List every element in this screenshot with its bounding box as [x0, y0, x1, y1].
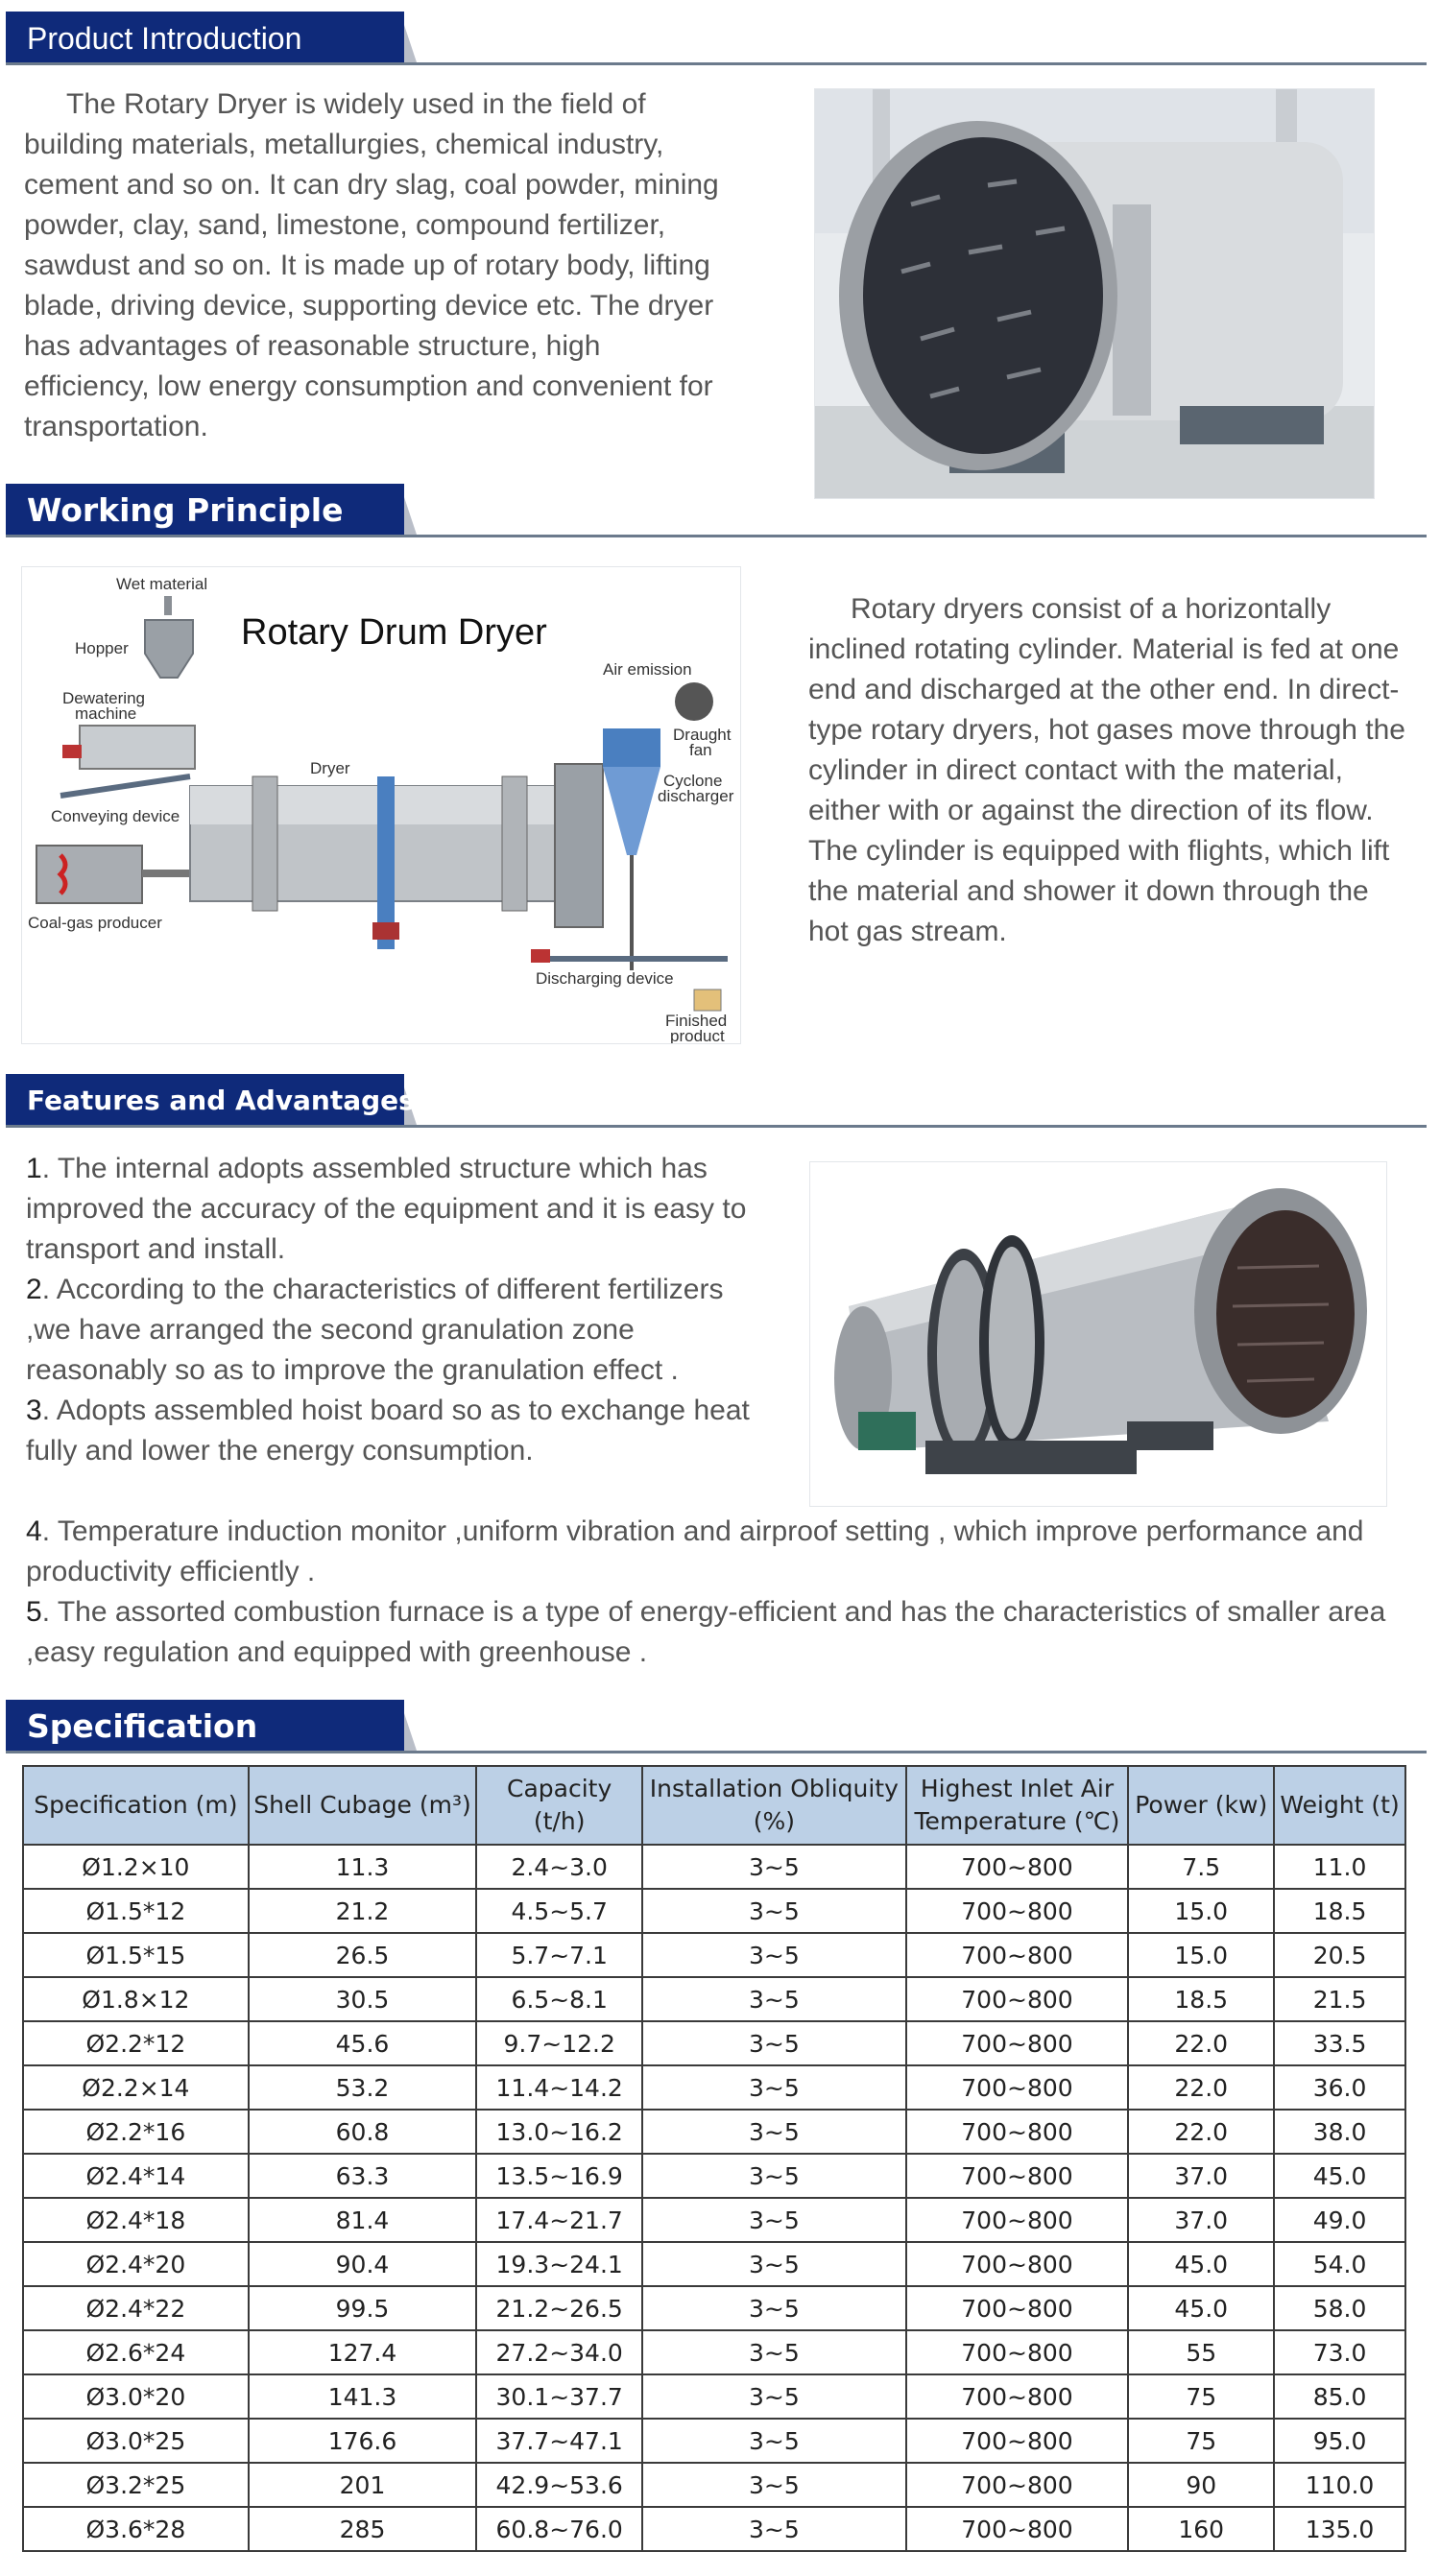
- rotary-drum-dryer-diagram: [21, 566, 741, 1044]
- rotary-dryer-exterior-illustration: [810, 1162, 1386, 1506]
- table-cell: 95.0: [1274, 2419, 1405, 2463]
- table-cell: 36.0: [1274, 2065, 1405, 2110]
- table-cell: 3~5: [642, 1933, 906, 1977]
- table-cell: 176.6: [249, 2419, 477, 2463]
- table-header-row: [23, 1766, 1405, 1845]
- table-cell: 26.5: [249, 1933, 477, 1977]
- table-row: [23, 1933, 1405, 1977]
- table-cell: 700~800: [906, 2021, 1129, 2065]
- table-cell: Ø2.4*14: [23, 2154, 249, 2198]
- label-draught: Draught: [673, 726, 732, 744]
- table-row: [23, 2021, 1405, 2065]
- diagram-title: Rotary Drum Dryer: [241, 612, 547, 653]
- table-cell: 21.2: [249, 1889, 477, 1933]
- label-cyclone: Cyclone: [663, 772, 723, 790]
- table-cell: 45.0: [1128, 2242, 1274, 2286]
- table-cell: 33.5: [1274, 2021, 1405, 2065]
- table-cell: Ø2.2*16: [23, 2110, 249, 2154]
- table-cell: 3~5: [642, 1845, 906, 1889]
- column-header: Highest Inlet Air Temperature (℃): [906, 1766, 1129, 1845]
- table-cell: Ø1.5*15: [23, 1933, 249, 1977]
- features-list-bottom: [26, 1512, 1418, 1673]
- table-cell: Ø3.2*25: [23, 2463, 249, 2507]
- table-cell: 13.0~16.2: [476, 2110, 642, 2154]
- table-cell: 45.0: [1128, 2286, 1274, 2330]
- table-cell: 18.5: [1274, 1889, 1405, 1933]
- section-title: Specification: [27, 1707, 258, 1745]
- table-cell: 3~5: [642, 2065, 906, 2110]
- section-header-specification: [6, 1696, 1427, 1753]
- label-air-emission: Air emission: [603, 660, 692, 679]
- table-cell: 160: [1128, 2507, 1274, 2551]
- table-cell: Ø2.6*24: [23, 2330, 249, 2374]
- table-cell: 75: [1128, 2374, 1274, 2419]
- table-cell: 11.3: [249, 1845, 477, 1889]
- table-cell: 3~5: [642, 2330, 906, 2374]
- section-title: Working Principle: [27, 491, 344, 529]
- table-cell: 3~5: [642, 2507, 906, 2551]
- table-cell: 9.7~12.2: [476, 2021, 642, 2065]
- table-cell: 30.1~37.7: [476, 2374, 642, 2419]
- principle-paragraph: [808, 589, 1405, 952]
- table-cell: 700~800: [906, 2110, 1129, 2154]
- table-cell: 3~5: [642, 2374, 906, 2419]
- table-cell: Ø2.2×14: [23, 2065, 249, 2110]
- feature-item-2: 2. According to the characteristics of different fertilizers ,we have arranged the second granulation zone reasonably so as to improve the granulation effect .: [26, 1274, 724, 1386]
- table-cell: Ø2.4*20: [23, 2242, 249, 2286]
- table-cell: 17.4~21.7: [476, 2198, 642, 2242]
- table-cell: 700~800: [906, 2507, 1129, 2551]
- table-cell: 30.5: [249, 1977, 477, 2021]
- section-header-product-introduction: [6, 8, 1427, 65]
- table-cell: 22.0: [1128, 2110, 1274, 2154]
- label-coal-gas-producer: Coal-gas producer: [28, 914, 162, 932]
- table-row: [23, 2110, 1405, 2154]
- label-wet-material: Wet material: [116, 575, 208, 593]
- table-cell: 135.0: [1274, 2507, 1405, 2551]
- table-cell: 4.5~5.7: [476, 1889, 642, 1933]
- table-cell: 20.5: [1274, 1933, 1405, 1977]
- label-discharging-device: Discharging device: [536, 969, 674, 988]
- rotary-dryer-interior-illustration: [815, 89, 1374, 498]
- table-cell: 700~800: [906, 2198, 1129, 2242]
- table-cell: 3~5: [642, 2021, 906, 2065]
- label-dewatering-machine: machine: [75, 704, 137, 723]
- column-header: Installation Obliquity (%): [642, 1766, 906, 1845]
- table-cell: 700~800: [906, 1933, 1129, 1977]
- table-cell: 21.5: [1274, 1977, 1405, 2021]
- table-cell: 55: [1128, 2330, 1274, 2374]
- table-cell: Ø3.0*25: [23, 2419, 249, 2463]
- table-cell: 700~800: [906, 1845, 1129, 1889]
- label-finished: Finished: [665, 1012, 728, 1030]
- table-cell: 3~5: [642, 2154, 906, 2198]
- table-cell: 700~800: [906, 1889, 1129, 1933]
- column-header: Shell Cubage (m³): [249, 1766, 477, 1845]
- features-list-top: [26, 1149, 751, 1471]
- table-cell: 700~800: [906, 2463, 1129, 2507]
- principle-text: Rotary dryers consist of a horizontally inclined rotating cylinder. Material is fed at one end and discharged at the other end. In direct-type rotary dryers, hot gases move through the cylinder in direct contact with the material, either with or against the direction of its flow. The cylinder is equipped with flights, which lift the material and shower it down through the hot gas stream.: [808, 593, 1405, 947]
- table-cell: 201: [249, 2463, 477, 2507]
- table-row: [23, 2507, 1405, 2551]
- feature-item-3: 3. Adopts assembled hoist board so as to exchange heat fully and lower the energy consumption.: [26, 1395, 750, 1467]
- table-cell: 60.8~76.0: [476, 2507, 642, 2551]
- table-cell: 75: [1128, 2419, 1274, 2463]
- table-cell: 45.0: [1274, 2154, 1405, 2198]
- table-cell: 37.7~47.1: [476, 2419, 642, 2463]
- section-title: Product Introduction: [27, 21, 302, 56]
- table-cell: 3~5: [642, 2463, 906, 2507]
- table-cell: Ø1.5*12: [23, 1889, 249, 1933]
- table-row: [23, 2198, 1405, 2242]
- label-draught-fan: fan: [689, 741, 712, 759]
- table-row: [23, 2065, 1405, 2110]
- column-header: Capacity (t/h): [476, 1766, 642, 1845]
- table-row: [23, 1977, 1405, 2021]
- table-row: [23, 2419, 1405, 2463]
- table-row: [23, 1845, 1405, 1889]
- intro-text: The Rotary Dryer is widely used in the field of building materials, metallurgies, chemical industry, cement and so on. It can dry slag, coal powder, mining powder, clay, sand, limestone, compound fertilizer, sawdust and so on. It is made up of rotary body, lifting blade, driving device, supporting device etc. The dryer has advantages of reasonable structure, high efficiency, low energy consumption and convenient for transportation.: [24, 88, 719, 442]
- column-header: Power (kw): [1128, 1766, 1274, 1845]
- column-header: Specification (m): [23, 1766, 249, 1845]
- table-cell: 37.0: [1128, 2198, 1274, 2242]
- table-cell: 13.5~16.9: [476, 2154, 642, 2198]
- label-conveying-device: Conveying device: [51, 807, 180, 825]
- table-cell: 99.5: [249, 2286, 477, 2330]
- table-cell: 3~5: [642, 1977, 906, 2021]
- table-cell: 3~5: [642, 2286, 906, 2330]
- table-cell: 700~800: [906, 2065, 1129, 2110]
- label-dewatering: Dewatering: [62, 689, 145, 707]
- label-finished-product: product: [670, 1027, 725, 1043]
- feature-item-5: 5. The assorted combustion furnace is a type of energy-efficient and has the characteristics of smaller area ,easy regulation and equipped with greenhouse .: [26, 1596, 1386, 1668]
- table-cell: 11.0: [1274, 1845, 1405, 1889]
- table-cell: 127.4: [249, 2330, 477, 2374]
- table-cell: Ø2.4*18: [23, 2198, 249, 2242]
- table-row: [23, 2242, 1405, 2286]
- table-cell: 700~800: [906, 2374, 1129, 2419]
- table-cell: Ø2.2*12: [23, 2021, 249, 2065]
- table-cell: 7.5: [1128, 1845, 1274, 1889]
- column-header: Weight (t): [1274, 1766, 1405, 1845]
- feature-item-1: 1. The internal adopts assembled structure which has improved the accuracy of the equipment and it is easy to transport and install.: [26, 1153, 747, 1265]
- rotary-dryer-exterior-photo: [809, 1161, 1387, 1507]
- table-cell: 21.2~26.5: [476, 2286, 642, 2330]
- table-cell: 3~5: [642, 2198, 906, 2242]
- section-header-working-principle: [6, 480, 1427, 537]
- table-row: [23, 2374, 1405, 2419]
- table-cell: Ø1.8×12: [23, 1977, 249, 2021]
- table-cell: 2.4~3.0: [476, 1845, 642, 1889]
- table-cell: 90: [1128, 2463, 1274, 2507]
- specification-table: [22, 1765, 1406, 2552]
- table-cell: 700~800: [906, 2286, 1129, 2330]
- table-cell: 27.2~34.0: [476, 2330, 642, 2374]
- table-cell: 700~800: [906, 2154, 1129, 2198]
- table-cell: 42.9~53.6: [476, 2463, 642, 2507]
- section-title: Features and Advantages: [27, 1085, 415, 1116]
- rotary-drum-dryer-diagram-svg: [22, 567, 740, 1043]
- table-cell: 3~5: [642, 2242, 906, 2286]
- feature-item-4: 4. Temperature induction monitor ,uniform vibration and airproof setting , which improve performance and productivity efficiently .: [26, 1515, 1364, 1587]
- table-row: [23, 2330, 1405, 2374]
- table-cell: 15.0: [1128, 1889, 1274, 1933]
- table-cell: 3~5: [642, 1889, 906, 1933]
- table-cell: 18.5: [1128, 1977, 1274, 2021]
- table-cell: 700~800: [906, 2242, 1129, 2286]
- table-row: [23, 2286, 1405, 2330]
- table-cell: 15.0: [1128, 1933, 1274, 1977]
- table-cell: 49.0: [1274, 2198, 1405, 2242]
- table-cell: 285: [249, 2507, 477, 2551]
- table-cell: 81.4: [249, 2198, 477, 2242]
- table-cell: 37.0: [1128, 2154, 1274, 2198]
- table-cell: 700~800: [906, 1977, 1129, 2021]
- table-cell: 110.0: [1274, 2463, 1405, 2507]
- table-cell: 22.0: [1128, 2021, 1274, 2065]
- table-cell: 90.4: [249, 2242, 477, 2286]
- label-dryer: Dryer: [310, 759, 350, 777]
- intro-paragraph: [24, 84, 730, 447]
- table-cell: 700~800: [906, 2330, 1129, 2374]
- table-body: [23, 1845, 1405, 2551]
- table-cell: 63.3: [249, 2154, 477, 2198]
- table-cell: 700~800: [906, 2419, 1129, 2463]
- label-hopper: Hopper: [75, 639, 129, 657]
- table-cell: 19.3~24.1: [476, 2242, 642, 2286]
- table-cell: 6.5~8.1: [476, 1977, 642, 2021]
- table-row: [23, 1889, 1405, 1933]
- label-cyclone-discharger: discharger: [658, 787, 734, 805]
- table-cell: Ø2.4*22: [23, 2286, 249, 2330]
- table-cell: 60.8: [249, 2110, 477, 2154]
- table-cell: Ø3.6*28: [23, 2507, 249, 2551]
- table-cell: 22.0: [1128, 2065, 1274, 2110]
- table-cell: 141.3: [249, 2374, 477, 2419]
- table-cell: 11.4~14.2: [476, 2065, 642, 2110]
- table-cell: 73.0: [1274, 2330, 1405, 2374]
- table-cell: 3~5: [642, 2110, 906, 2154]
- table-cell: Ø3.0*20: [23, 2374, 249, 2419]
- table-cell: 58.0: [1274, 2286, 1405, 2330]
- table-row: [23, 2154, 1405, 2198]
- table-cell: 3~5: [642, 2419, 906, 2463]
- table-cell: 45.6: [249, 2021, 477, 2065]
- table-cell: 54.0: [1274, 2242, 1405, 2286]
- section-header-features-and-advantages: [6, 1070, 1427, 1128]
- table-row: [23, 2463, 1405, 2507]
- table-cell: Ø1.2×10: [23, 1845, 249, 1889]
- table-cell: 38.0: [1274, 2110, 1405, 2154]
- table-cell: 53.2: [249, 2065, 477, 2110]
- table-cell: 85.0: [1274, 2374, 1405, 2419]
- table-cell: 5.7~7.1: [476, 1933, 642, 1977]
- rotary-dryer-interior-photo: [814, 88, 1375, 499]
